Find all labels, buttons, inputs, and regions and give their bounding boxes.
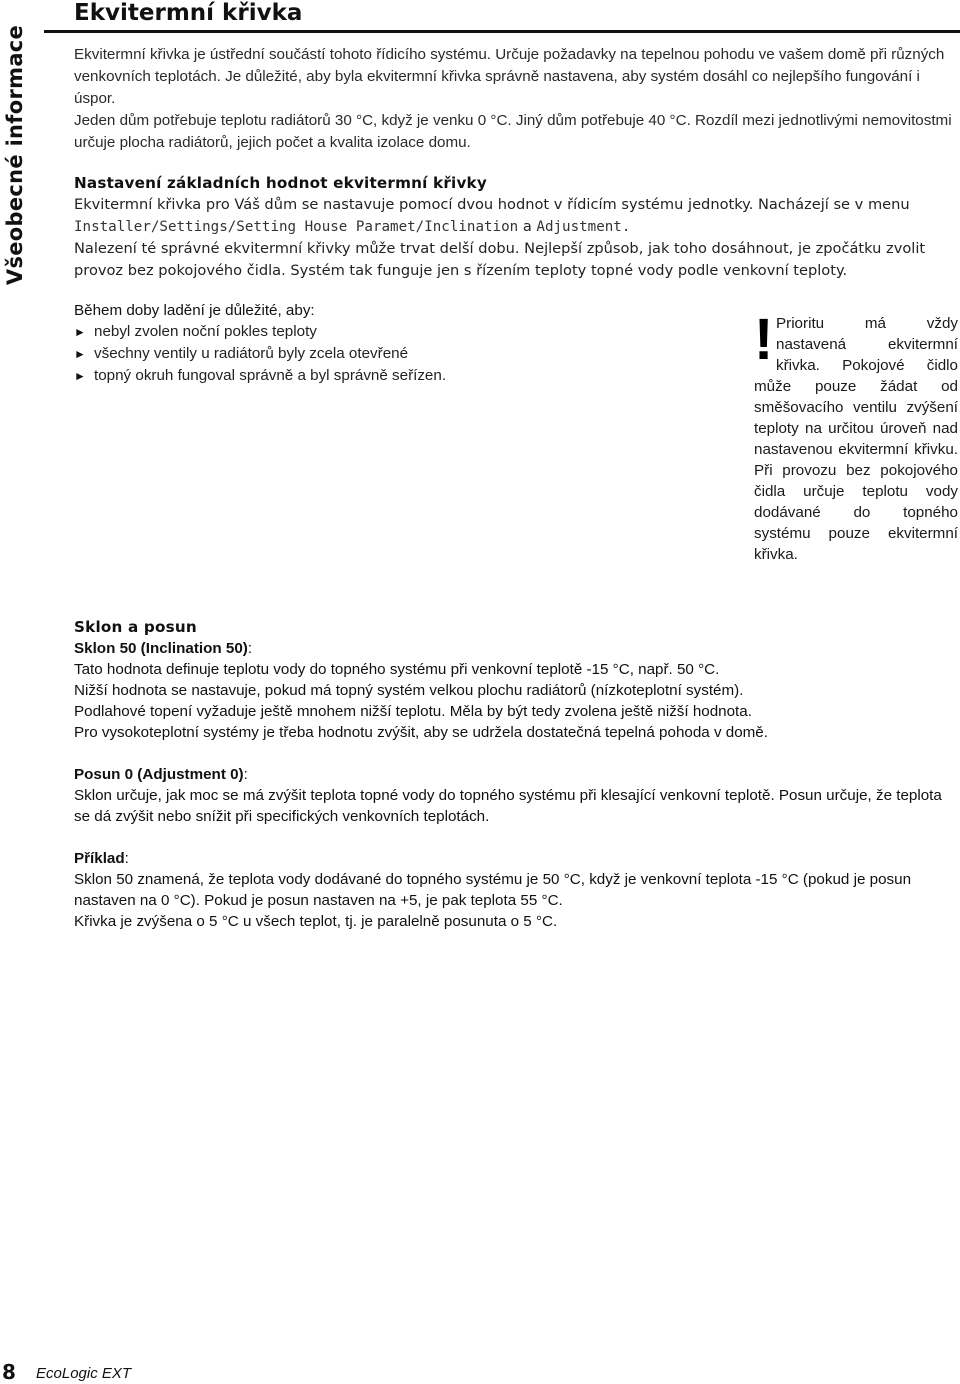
example-subheading: Příklad:	[74, 850, 129, 867]
page-title: Ekvitermní křivka	[74, 0, 303, 26]
settings-text: Ekvitermní křivka pro Váš dům se nastavuje pomocí dvou hodnot v řídicím systému jednotky. Nacházejí se v menu	[74, 196, 910, 213]
triangle-bullet-icon: ►	[74, 325, 86, 339]
list-item: ► všechny ventily u radiátorů byly zcela otevřené	[74, 343, 730, 365]
tuning-intro: Během doby ladění je důležité, aby:	[74, 302, 315, 319]
product-name: EcoLogic EXT	[36, 1365, 132, 1382]
side-tab	[0, 0, 30, 310]
side-tab-label: Všeobecné informace	[3, 24, 28, 286]
tuning-section	[74, 300, 730, 387]
menu-path: Installer/Settings/Setting House Paramet/Inclination	[74, 219, 519, 235]
example-text-2: Křivka je zvýšena o 5 °C u všech teplot, tj. je paralelně posunuta o 5 °C.	[74, 913, 558, 930]
intro-section	[74, 44, 952, 154]
section-heading-basic-settings: Nastavení základních hodnot ekvitermní křivky	[74, 174, 487, 192]
slope-shift-section	[74, 616, 952, 932]
adjustment-subheading: Posun 0 (Adjustment 0):	[74, 766, 248, 783]
basic-settings-section	[74, 172, 952, 282]
list-item: ► topný okruh fungoval správně a byl správně seřízen.	[74, 365, 730, 387]
tuning-list	[74, 321, 730, 387]
inclination-line: Pro vysokoteplotní systémy je třeba hodnotu zvýšit, aby se udržela dostatečná tepelná pohoda v domě.	[74, 724, 768, 741]
inclination-subheading: Sklon 50 (Inclination 50):	[74, 640, 253, 657]
exclamation-icon: !	[754, 307, 774, 372]
triangle-bullet-icon: ►	[74, 347, 86, 361]
inclination-line: Nižší hodnota se nastavuje, pokud má topný systém velkou plochu radiátorů (nízkoteplotní systém).	[74, 682, 744, 699]
menu-conjunction: a	[522, 218, 532, 235]
intro-paragraph-2: Jeden dům potřebuje teplotu radiátorů 30 °C, když je venku 0 °C. Jiný dům potřebuje 40 °C. Rozdíl mezi jednotlivými nemovitostmi určuje plocha radiátorů, jejich počet a kvalita izolace domu.	[74, 112, 952, 151]
menu-item-adjustment: Adjustment.	[536, 219, 631, 235]
example-text: Sklon 50 znamená, že teplota vody dodávané do topného systému je 50 °C, když je venkovní teplota -15 °C (pokud je posun nastaven na 0 °C). Pokud je posun nastaven na +5, je pak teplota 55 °C.	[74, 871, 912, 909]
settings-description	[74, 194, 952, 238]
warning-note-text: Prioritu má vždy nastavená ekvitermní křivka. Pokojové čidlo může pouze žádat od směšovacího ventilu zvýšení teploty na určitou úroveň nad nastavenou ekvitermní křivku. Při provozu bez pokojového čidla určuje teplotu vody dodávané do topného systému pouze ekvitermní křivka.	[754, 315, 958, 563]
inclination-line: Tato hodnota definuje teplotu vody do topného systému při venkovní teplotě -15 °C, např. 50 °C.	[74, 661, 720, 678]
triangle-bullet-icon: ►	[74, 369, 86, 383]
warning-note	[754, 307, 958, 565]
section-heading-slope-shift: Sklon a posun	[74, 618, 197, 636]
inclination-line: Podlahové topení vyžaduje ještě mnohem nižší teplotu. Měla by být tedy zvolena ještě nižší hodnota.	[74, 703, 752, 720]
intro-paragraph-1: Ekvitermní křivka je ústřední součástí tohoto řídicího systému. Určuje požadavky na tepelnou pohodu ve vašem domě při různých venkovních teplotách. Je důležité, aby byla ekvitermní křivka správně nastavena, aby systém dosáhl co nejlepšího fungování i úspor.	[74, 46, 945, 107]
adjustment-text: Sklon určuje, jak moc se má zvýšit teplota topné vody do topného systému při klesající venkovní teplotě. Posun určuje, že teplota se dá zvýšit nebo snížit při specifických venkovních teplotách.	[74, 787, 942, 825]
list-item: ► nebyl zvolen noční pokles teploty	[74, 321, 730, 343]
page-number: 8	[2, 1360, 16, 1384]
settings-advice: Nalezení té správné ekvitermní křivky může trvat delší dobu. Nejlepší způsob, jak toho dosáhnout, je zpočátku zvolit provoz bez pokojového čidla. Systém tak funguje jen s řízením teploty topné vody podle venkovní teploty.	[74, 240, 926, 279]
